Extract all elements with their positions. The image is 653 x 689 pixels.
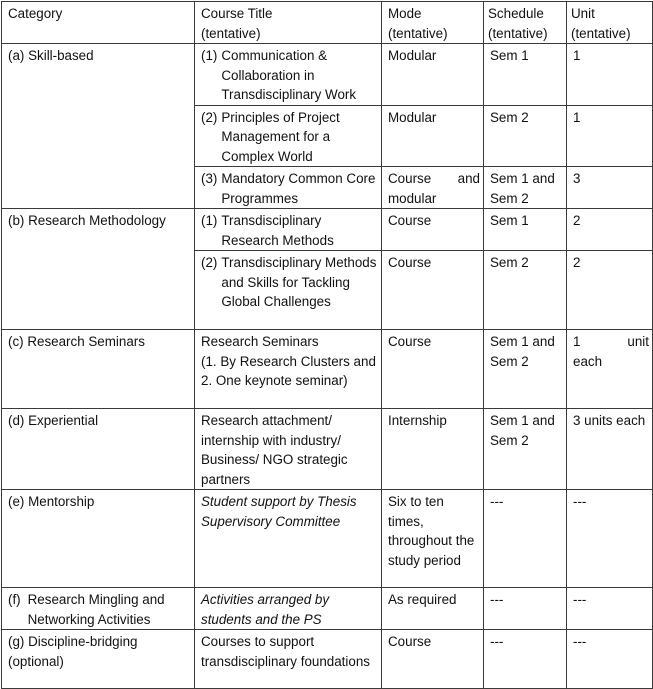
course-number: (3) [201,171,218,186]
header-course-title [195,2,382,44]
course-title-text: Communication & Collaboration in Transdisciplinary Work [221,48,357,102]
category-cell [2,490,195,588]
table-row [2,330,653,409]
unit-word: 1 [573,334,581,349]
mode-word: Course [388,171,432,186]
course-title-text: Principles of Project Management for a Complex World [221,109,340,164]
unit-text: 1 [573,109,581,125]
course-title-cell [195,490,382,588]
header-schedule [484,2,567,44]
category-label: (a) Skill-based [8,48,94,63]
mode-text: Course [388,213,432,228]
course-title-cell [195,209,382,251]
header-mode-line2: (tentative) [388,25,448,41]
mode-cell [382,209,484,251]
course-title [201,108,378,167]
mode-cell [382,251,484,330]
unit-text: 2 [573,255,581,270]
mode-line1 [388,169,480,189]
course-structure-table [1,1,653,689]
course-title-cell [195,588,382,630]
category-label [8,590,191,629]
unit-cell [567,44,653,106]
unit-cell [567,330,653,409]
course-title-cell [195,167,382,209]
course-title-text: Activities arranged by students and the PS [201,592,330,627]
mode-word: and [457,171,480,186]
course-number: (2) [201,255,218,270]
unit-cell [567,251,653,330]
mode-cell [382,330,484,409]
unit-line1 [573,332,649,352]
header-unit-line1: Unit [571,6,595,21]
course-title [201,169,378,208]
unit-text: 3 [573,171,581,186]
course-number: (2) [201,109,218,125]
unit-text: 2 [573,213,581,228]
category-cell [2,330,195,409]
category-label: (g) Discipline-bridging (optional) [8,634,138,669]
schedule-text: --- [490,592,504,607]
unit-word: unit [627,334,649,349]
mode-cell [382,490,484,588]
schedule-text: --- [490,634,504,649]
course-title-cell [195,251,382,330]
header-category-label: Category [8,6,63,21]
mode-cell [382,588,484,630]
table-row [2,588,653,630]
header-unit-line2: (tentative) [571,25,631,41]
schedule-cell [484,409,567,490]
course-title [201,211,378,250]
course-title [201,253,378,312]
course-title-text: Transdisciplinary Methods and Skills for Tackling Global Challenges [221,255,377,309]
schedule-text: Sem 1 and Sem 2 [490,413,555,448]
mode-text: Course [388,255,432,270]
course-title-text: Courses to support transdisciplinary foundations [201,634,370,669]
unit-cell [567,167,653,209]
unit-text: --- [573,494,587,509]
unit-cell [567,409,653,490]
unit-text: --- [573,592,587,607]
mode-text: Course [388,634,432,649]
course-title-text: Student support by Thesis Supervisory Committee [201,494,357,529]
course-title-text: Mandatory Common Core Programmes [221,171,376,206]
mode-text: Course [388,334,432,349]
course-number: (1) [201,48,218,63]
header-unit [567,2,653,44]
category-text: Research Mingling and Networking Activities [27,592,165,627]
header-schedule-line1: Schedule [488,6,544,21]
table-row [2,209,653,251]
schedule-cell [484,251,567,330]
table-row [2,44,653,106]
header-category [2,2,195,44]
category-cell [2,630,195,689]
table-row [2,490,653,588]
course-title-text: Transdisciplinary Research Methods [221,213,334,248]
course-title-rest: (1. By Research Clusters and 2. One keynote seminar) [201,353,376,388]
unit-cell [567,630,653,689]
course-title-cell [195,330,382,409]
course-title-cell [195,105,382,167]
unit-cell [567,209,653,251]
course-title-line1: Research Seminars [201,334,319,349]
category-label: (d) Experiential [8,413,99,428]
category-cell [2,588,195,630]
schedule-cell [484,44,567,106]
unit-line2: each [573,353,603,369]
schedule-text: Sem 1 and Sem 2 [490,334,555,369]
unit-cell [567,490,653,588]
schedule-cell [484,330,567,409]
mode-cell [382,167,484,209]
course-title-cell [195,630,382,689]
schedule-cell [484,490,567,588]
course-title-text: Research attachment/ internship with industry/ Business/ NGO strategic partners [201,413,348,487]
schedule-text: Sem 1 [490,48,529,63]
category-cell [2,409,195,490]
header-course-title-line2: (tentative) [201,25,261,41]
table-row [2,409,653,490]
schedule-cell [484,167,567,209]
header-mode [382,2,484,44]
category-number: (f) [8,592,21,607]
header-course-title-line1: Course Title [201,6,273,21]
schedule-cell [484,105,567,167]
mode-text: As required [388,592,457,607]
mode-text: Modular [388,48,437,63]
schedule-text: --- [490,494,504,509]
mode-text: Modular [388,109,437,125]
table-row [2,630,653,689]
mode-text: Internship [388,413,447,428]
category-label: (b) Research Methodology [8,213,166,228]
category-cell [2,44,195,209]
mode-text: Six to ten times, throughout the study period [388,494,475,568]
unit-cell [567,105,653,167]
course-title [201,46,378,105]
header-schedule-line2: (tentative) [488,25,548,41]
category-label: (c) Research Seminars [8,334,145,349]
unit-cell [567,588,653,630]
course-title-cell [195,409,382,490]
schedule-text: Sem 1 and Sem 2 [490,171,555,206]
mode-cell [382,44,484,106]
unit-text: --- [573,634,587,649]
course-number: (1) [201,213,218,228]
header-row [2,2,653,44]
header-mode-line1: Mode [388,6,422,21]
mode-cell [382,105,484,167]
mode-cell [382,409,484,490]
schedule-text: Sem 1 [490,213,529,228]
schedule-cell [484,209,567,251]
category-cell [2,209,195,330]
schedule-text: Sem 2 [490,255,529,270]
unit-text: 3 units each [573,413,646,428]
schedule-text: Sem 2 [490,109,529,125]
schedule-cell [484,630,567,689]
unit-text: 1 [573,48,581,63]
course-title-cell [195,44,382,106]
mode-cell [382,630,484,689]
category-label: (e) Mentorship [8,494,95,509]
mode-line2: modular [388,190,437,206]
schedule-cell [484,588,567,630]
